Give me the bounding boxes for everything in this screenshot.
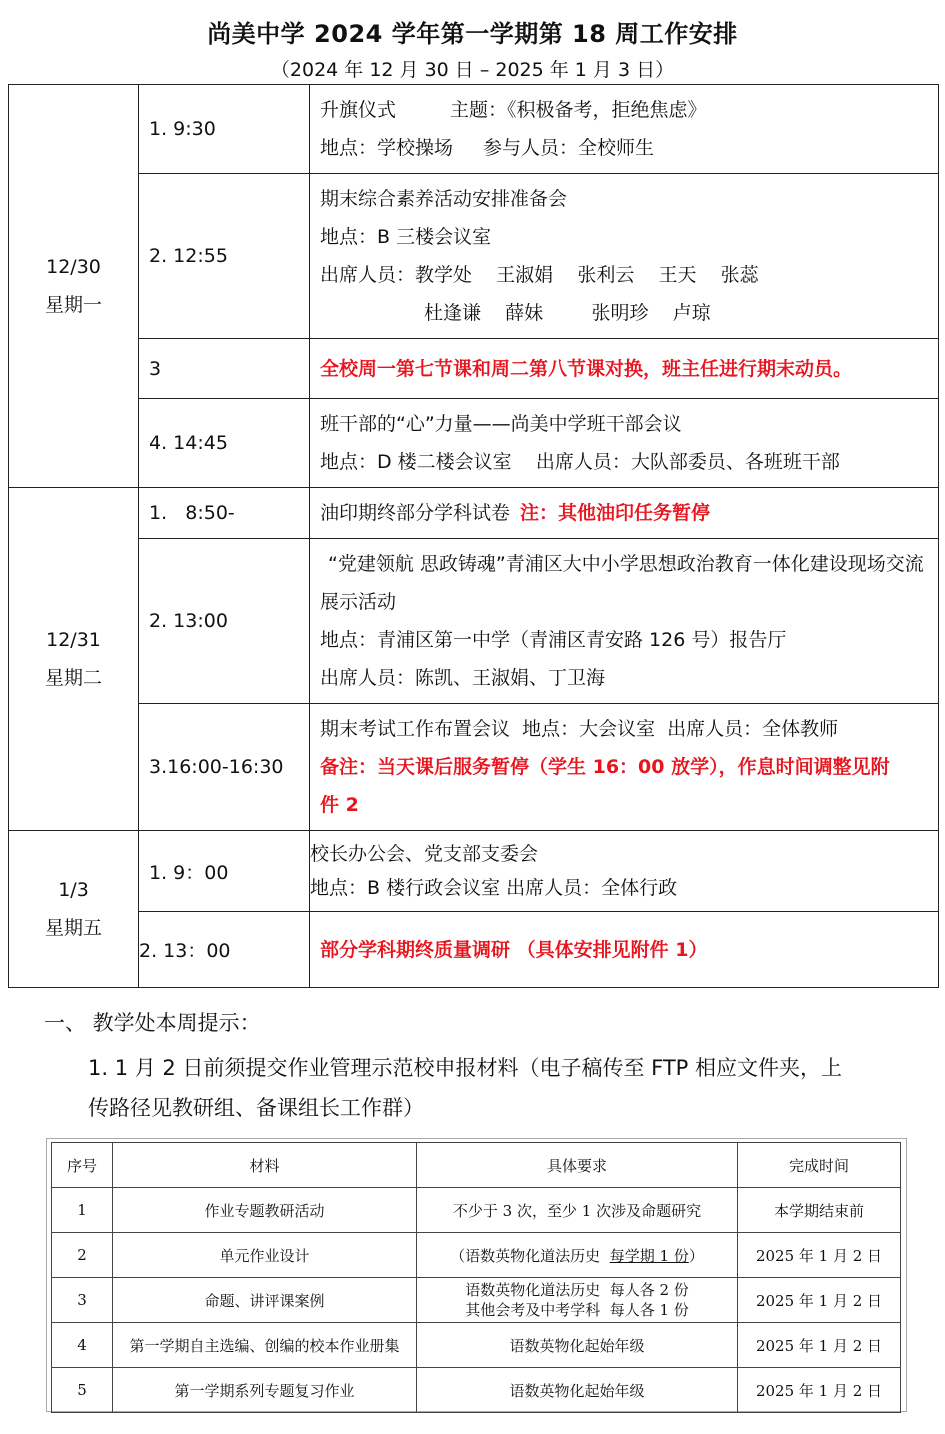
event-line: 升旗仪式 [320, 99, 397, 121]
table-header: 序号 [52, 1143, 113, 1188]
cell-no: 1 [52, 1188, 113, 1233]
event-time: 1. 8:50- [139, 488, 310, 539]
event-detail [310, 704, 939, 831]
cell-time: 2025 年 1 月 2 日 [738, 1368, 901, 1413]
event-line: 校长办公会、党支部支委会 [310, 843, 539, 865]
day-cell [9, 85, 139, 488]
event-detail [310, 399, 939, 488]
event-line: 杜逢谦 薛妹 张明珍 卢琼 [424, 302, 711, 324]
cell-req [417, 1278, 738, 1323]
table-row [52, 1323, 901, 1368]
event-line: 地点：B 楼行政会议室 出席人员：全体行政 [310, 877, 678, 899]
section-heading: 一、 教学处本周提示： [44, 1011, 261, 1035]
day-cell [9, 831, 139, 988]
cell-time: 2025 年 1 月 2 日 [738, 1323, 901, 1368]
day-date: 12/31 [46, 629, 101, 651]
event-detail [310, 85, 939, 174]
event-line: 地点：D 楼二楼会议室 出席人员：大队部委员、各班班干部 [320, 451, 840, 473]
table-row [52, 1368, 901, 1413]
cell-material: 单元作业设计 [113, 1233, 417, 1278]
event-line: 出席人员：陈凯、王淑娟、丁卫海 [320, 667, 606, 689]
materials-table [51, 1142, 901, 1413]
page-title: 尚美中学 2024 学年第一学期第 18 周工作安排 [207, 20, 738, 48]
event-notice: 部分学科期终质量调研 （具体安排见附件 1） [310, 912, 939, 988]
event-line: 班干部的“心”力量——尚美中学班干部会议 [320, 413, 682, 435]
event-line: 地点：学校操场 [320, 137, 454, 159]
table-header: 材料 [113, 1143, 417, 1188]
event-detail [310, 488, 939, 539]
req-line: 语数英物化道法历史 每人各 2 份 [465, 1281, 689, 1299]
event-detail [310, 174, 939, 339]
materials-image [46, 1138, 907, 1412]
table-row [52, 1278, 901, 1323]
cell-time: 2025 年 1 月 2 日 [738, 1278, 901, 1323]
cell-req: 语数英物化起始年级 [417, 1368, 738, 1413]
req-text: （语数英物化道法历史 [450, 1246, 610, 1265]
cell-time: 2025 年 1 月 2 日 [738, 1233, 901, 1278]
req-underlined: 每学期 1 份 [609, 1246, 689, 1265]
event-warning: 备注：当天课后服务暂停（学生 16：00 放学），作息时间调整见附件 2 [320, 756, 890, 816]
event-line: 主题：《积极备考，拒绝焦虑》 [450, 99, 707, 121]
event-time: 1. 9:30 [139, 85, 310, 174]
event-line: 期末综合素养活动安排准备会 [320, 188, 568, 210]
table-row [52, 1233, 901, 1278]
table-header: 具体要求 [417, 1143, 738, 1188]
event-time: 4. 14:45 [139, 399, 310, 488]
cell-req [417, 1233, 738, 1278]
event-line: 出席人员：教学处 王淑娟 张利云 王天 张蕊 [320, 264, 759, 286]
table-header: 完成时间 [738, 1143, 901, 1188]
event-line: 地点：青浦区第一中学（青浦区青安路 126 号）报告厅 [320, 629, 787, 651]
event-time: 1. 9：00 [139, 831, 310, 912]
req-end: ） [688, 1246, 704, 1265]
date-range: （2024 年 12 月 30 日 – 2025 年 1 月 3 日） [270, 59, 675, 81]
day-date: 1/3 [58, 879, 89, 901]
event-time: 2. 13:00 [139, 539, 310, 704]
cell-no: 2 [52, 1233, 113, 1278]
event-line: 地点：B 三楼会议室 [320, 226, 492, 248]
cell-req: 不少于 3 次，至少 1 次涉及命题研究 [417, 1188, 738, 1233]
event-detail [310, 539, 939, 704]
table-row [52, 1188, 901, 1233]
cell-no: 3 [52, 1278, 113, 1323]
schedule-table [8, 84, 939, 988]
cell-req: 语数英物化起始年级 [417, 1323, 738, 1368]
cell-material: 命题、讲评课案例 [113, 1278, 417, 1323]
cell-material: 第一学期系列专题复习作业 [113, 1368, 417, 1413]
event-warning: 注：其他油印任务暂停 [520, 502, 711, 524]
event-time: 3.16:00-16:30 [139, 704, 310, 831]
event-detail [310, 831, 939, 912]
cell-no: 4 [52, 1323, 113, 1368]
event-time: 2. 13：00 [139, 912, 310, 988]
cell-time: 本学期结束前 [738, 1188, 901, 1233]
event-line: 油印期终部分学科试卷 [320, 502, 511, 524]
section-item: 1. 1 月 2 日前须提交作业管理示范校申报材料（电子稿传至 FTP 相应文件夹，上传路径见教研组、备课组长工作群） [88, 1056, 843, 1120]
event-notice: 全校周一第七节课和周二第八节课对换，班主任进行期末动员。 [310, 339, 939, 399]
req-line: 其他会考及中考学科 每人各 1 份 [465, 1301, 689, 1319]
event-line: “党建领航 思政铸魂”青浦区大中小学思想政治教育一体化建设现场交流展示活动 [320, 553, 924, 613]
day-weekday: 星期五 [44, 917, 102, 939]
cell-material: 作业专题教研活动 [113, 1188, 417, 1233]
day-weekday: 星期一 [44, 294, 102, 316]
day-weekday: 星期二 [44, 667, 102, 689]
event-time: 3 [139, 339, 310, 399]
event-line: 期末考试工作布置会议 地点：大会议室 出席人员：全体教师 [320, 718, 839, 740]
event-line: 参与人员：全校师生 [483, 137, 655, 159]
day-cell [9, 488, 139, 831]
day-date: 12/30 [46, 256, 101, 278]
cell-no: 5 [52, 1368, 113, 1413]
cell-material: 第一学期自主选编、创编的校本作业册集 [113, 1323, 417, 1368]
event-time: 2. 12:55 [139, 174, 310, 339]
